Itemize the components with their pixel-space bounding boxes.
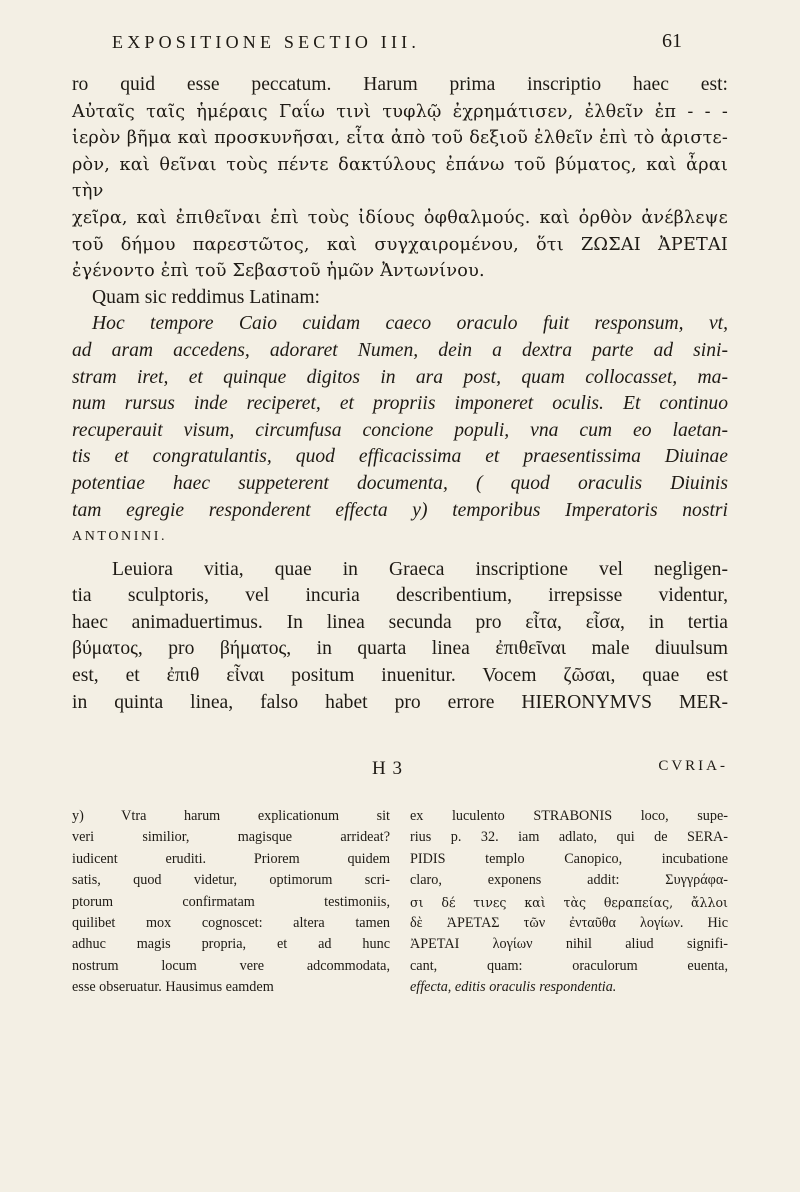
latin-translation-line: tis et congratulantis, quod efficacissima et praesentissima Diuinae xyxy=(72,446,728,468)
latin-translation-line: Hoc tempore Caio cuidam caeco oraculo fuit responsum, vt, xyxy=(92,313,728,335)
latin-translation-line: stram iret, et quinque digitos in ara post, quam collocasset, ma- xyxy=(72,366,728,388)
footnote-line: satis, quod videtur, optimorum scri- xyxy=(72,872,390,889)
greek-inscription-line: ἱερὸν βῆμα καὶ προσκυνῆσαι, εἶτα ἀπὸ τοῦ δεξιοῦ ἐλθεῖν ἐπὶ τὸ ἀριστε- xyxy=(72,128,728,149)
footnote-line: σι δέ τινες καὶ τὰς θεραπείας, ἄλλοι xyxy=(410,894,728,910)
footnote-line: veri similior, magisque arrideat? xyxy=(72,829,390,846)
text-line: tia sculptoris, vel incuria describentium, irrepsisse videntur, xyxy=(72,585,728,607)
footnote-line: effecta, editis oraculis respondentia. xyxy=(410,979,617,996)
greek-inscription-line: χεῖρα, καὶ ἐπιθεῖναι ἐπὶ τοὺς ἰδίους ὀφθαλμούς. καὶ ὀρθὸν ἀνέβλεψε xyxy=(72,207,728,228)
text-line: ro quid esse peccatum. Harum prima inscriptio haec est: xyxy=(72,74,728,95)
latin-translation-line: ANTONINI. xyxy=(72,529,168,545)
footnote-line: quilibet mox cognoscet: altera tamen xyxy=(72,915,390,932)
footnotes xyxy=(72,806,728,999)
text-line: Leuiora vitia, quae in Graeca inscriptione vel negligen- xyxy=(112,558,728,580)
page-number: 61 xyxy=(662,30,682,52)
latin-translation-line: tam egregie responderent effecta y) temporibus Imperatoris nostri xyxy=(72,499,728,521)
footnote-line: rius p. 32. iam adlato, qui de SERA- xyxy=(410,829,728,846)
greek-inscription-line: ἐγένοντο ἐπὶ τοῦ Σεβαστοῦ ἡμῶν Ἀντωνίνου. xyxy=(72,261,485,282)
footnote-line: ἈΡΕΤΑΙ λογίων nihil aliud signifi- xyxy=(410,936,728,953)
footnote-line: iudicent eruditi. Priorem quidem xyxy=(72,850,390,867)
footnote-column-left xyxy=(72,806,390,999)
greek-inscription-line: Αὐταῖς ταῖς ἡμέραις Γαΐω τινὶ τυφλῷ ἐχρημάτισεν, ἐλθεῖν ἐπ - - - xyxy=(72,101,728,122)
footnote-line: δὲ ἈΡΕΤΑΣ τῶν ἐνταῦθα λογίων. Hic xyxy=(410,915,728,932)
catchword: CVRIA- xyxy=(658,758,728,774)
footnote-line: PIDIS templo Canopico, incubatione xyxy=(410,850,728,867)
footnote-line: nostrum locum vere adcommodata, xyxy=(72,957,390,974)
footnote-line: ptorum confirmatam testimoniis, xyxy=(72,893,390,910)
greek-inscription-line: ρὸν, καὶ θεῖναι τοὺς πέντε δακτύλους ἐπάνω τοῦ βύματος, καὶ ἆραι τὴν xyxy=(72,154,728,202)
footnote-line: adhuc magis propria, et ad hunc xyxy=(72,936,390,953)
footnote-line: cant, quam: oraculorum euenta, xyxy=(410,957,728,974)
running-head xyxy=(0,32,800,62)
signature-mark: H 3 xyxy=(372,758,403,779)
footnote-line: esse obseruatur. Hausimus eamdem xyxy=(72,979,274,996)
footnote-column-right xyxy=(410,806,728,999)
text-line: Quam sic reddimus Latinam: xyxy=(92,286,320,308)
footnote-line: claro, exponens addit: Συγγράφα- xyxy=(410,872,728,889)
running-title: EXPOSITIONE SECTIO III. xyxy=(112,32,421,52)
signature-line xyxy=(72,758,728,784)
text-line: βύματος, pro βήματος, in quarta linea ἐπιθεῖναι male diuulsum xyxy=(72,638,728,660)
footnote-line: y) Vtra harum explicationum sit xyxy=(72,808,390,824)
latin-translation-line: recuperauit visum, circumfusa concione populi, vna cum eo laetan- xyxy=(72,419,728,441)
greek-inscription-line: τοῦ δήμου παρεστῶτος, καὶ συγχαιρομένου, ὅτι ΖΩΣΑΙ ἈΡΕΤΑΙ xyxy=(72,234,728,255)
main-text xyxy=(72,72,728,716)
latin-translation-line: ad aram accedens, adoraret Numen, dein a dextra parte ad sini- xyxy=(72,339,728,361)
latin-translation-line: potentiae haec suppeterent documenta, ( quod oraculis Diuinis xyxy=(72,472,728,494)
footnote-line: ex luculento STRABONIS loco, supe- xyxy=(410,808,728,824)
latin-translation-line: num rursus inde reciperet, et propriis imponeret oculis. Et continuo xyxy=(72,393,728,415)
text-line: in quinta linea, falso habet pro errore HIERONYMVS MER- xyxy=(72,691,728,713)
text-line: haec animaduertimus. In linea secunda pro εἶτα, εἶσα, in tertia xyxy=(72,611,728,633)
text-line: est, et ἐπιθ εἶναι positum inuenitur. Vocem ζῶσαι, quae est xyxy=(72,665,728,687)
